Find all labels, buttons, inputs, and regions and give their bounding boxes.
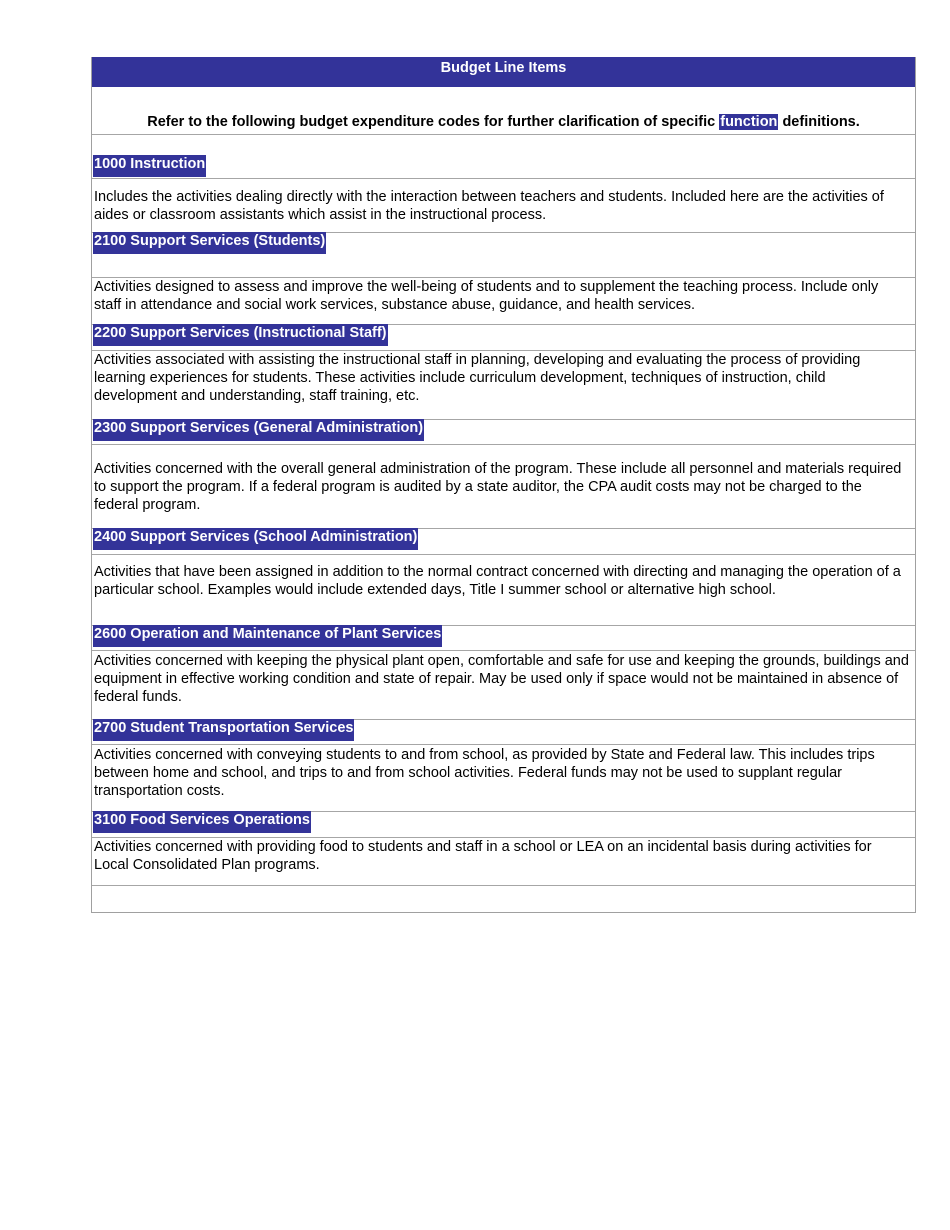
row-divider <box>92 650 915 651</box>
row-divider <box>92 554 915 555</box>
section-description-2300: Activities concerned with the overall general administration of the program. These include all personnel and materials required to support the program. If a federal program is audited by a state auditor, the CPA audit costs may not be charged to the federal program. <box>94 461 902 513</box>
budget-line-items-sheet <box>91 57 916 913</box>
section-heading-2400: 2400 Support Services (School Administration) <box>93 528 418 550</box>
section-heading-3100: 3100 Food Services Operations <box>93 811 311 833</box>
section-heading-2600: 2600 Operation and Maintenance of Plant Services <box>93 625 442 647</box>
section-heading-2700: 2700 Student Transportation Services <box>93 719 354 741</box>
page-title: Budget Line Items <box>440 60 567 76</box>
section-description-2400: Activities that have been assigned in addition to the normal contract concerned with directing and managing the operation of a particular school. Examples would include extended days, Title I summer school or alternative high school. <box>94 564 901 598</box>
intro-highlight: function <box>720 114 778 130</box>
section-description-2600: Activities concerned with keeping the physical plant open, comfortable and safe for use and keeping the grounds, buildings and equipment in effective working condition and state of repair. May be used only if space would not be maintained in absence of federal funds. <box>94 653 909 705</box>
row-divider <box>92 885 915 886</box>
intro-text <box>92 112 915 132</box>
intro-after: definitions. <box>778 114 860 130</box>
row-divider <box>92 134 915 135</box>
title-band <box>92 57 915 87</box>
section-heading-1000: 1000 Instruction <box>93 155 206 177</box>
section-description-2200: Activities associated with assisting the instructional staff in planning, developing and evaluating the process of providing learning experiences for students. These activities include curriculum development, techniques of instruction, child development and understanding, staff training, etc. <box>94 352 861 404</box>
section-heading-2200: 2200 Support Services (Instructional Staff) <box>93 324 388 346</box>
section-heading-2300: 2300 Support Services (General Administration) <box>93 419 424 441</box>
intro-before: Refer to the following budget expenditure codes for further clarification of specific <box>147 114 720 130</box>
row-divider <box>92 178 915 179</box>
section-heading-2100: 2100 Support Services (Students) <box>93 232 326 254</box>
row-divider <box>92 744 915 745</box>
section-description-2700: Activities concerned with conveying students to and from school, as provided by State and Federal law. This includes trips between home and school, and trips to and from school activities. Federal funds may not be used to supplant regular transportation costs. <box>94 747 875 799</box>
section-description-1000: Includes the activities dealing directly with the interaction between teachers and students. Included here are the activities of aides or classroom assistants which assist in the instructional process. <box>94 189 884 223</box>
section-description-3100: Activities concerned with providing food to students and staff in a school or LEA on an incidental basis during activities for Local Consolidated Plan programs. <box>94 839 872 873</box>
row-divider <box>92 444 915 445</box>
section-description-2100: Activities designed to assess and improve the well-being of students and to supplement the teaching process. Include only staff in attendance and social work services, substance abuse, guidance, and health services. <box>94 279 879 313</box>
